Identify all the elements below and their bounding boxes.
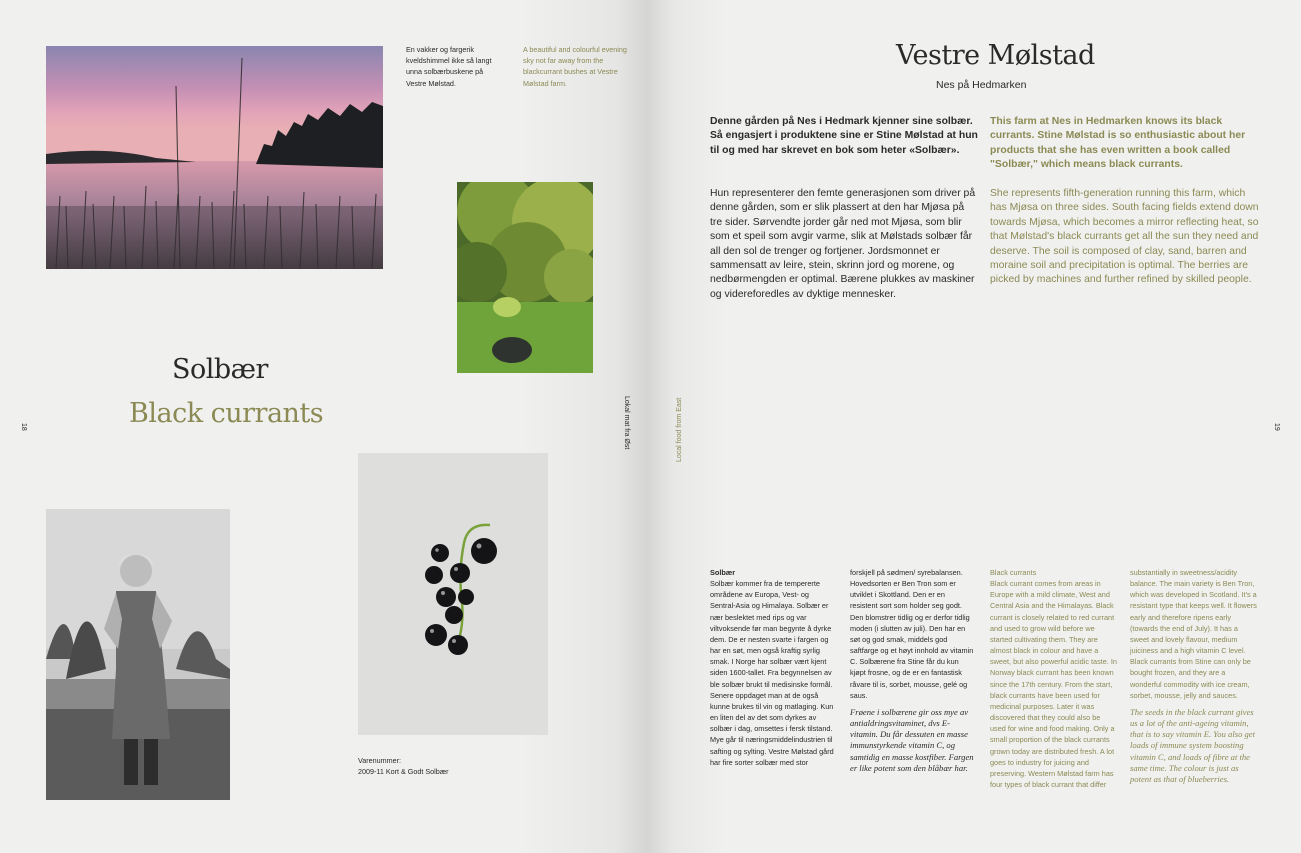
column-3-heading: Black currants xyxy=(990,568,1037,577)
column-2-text: forskjell på sødmen/ syrebalansen. Hovedsorten er Ben Tron som er utviklet i Skottland. Den er en resistent sort som holder seg godt. Den blomstrer tidlig og er derfor tidlig moden (i slutten av juli). Den har en søt og god smak, middels god saftfarge og et høyt innhold av vitamin C. Solbærene fra Stine får du kun kjøpt frosne, og de er en fantastisk råvare til is, sorbet, mousse, gelé og saus. xyxy=(850,568,974,700)
column-3 xyxy=(990,567,1118,790)
farmer-portrait-photo xyxy=(46,509,230,800)
body-no: Hun representerer den femte generasjonen som driver på denne gården, som er slik plassert at den har Mjøsa på tre sider. Sørvendte jorder går ned mot Mjøsa, som blir som et speil som avgir varme, slik at Mølstads solbær får all den sol de trenger og fortjener. Jordsmonnet er sammensatt av leire, stein, skrinn jord og morene, og nedbørmengden er optimal. Bærene plukkes av maskiner og videreforedles av dyktige mennesker. xyxy=(710,188,976,300)
product-number: 2009-11 Kort & Godt Solbær xyxy=(358,767,449,776)
farm-subtitle: Nes på Hedmarken xyxy=(936,79,1027,91)
left-page-number: 18 xyxy=(20,423,27,431)
right-page-number: 19 xyxy=(1273,423,1280,431)
sunset-lake-photo xyxy=(46,46,383,269)
right-page xyxy=(648,0,1301,853)
intro-no: Denne gården på Nes i Hedmark kjenner sine solbær. Så engasjert i produktene sine er Stine Mølstad at hun til og med har skrevet en bok som heter «Solbær». xyxy=(710,116,978,156)
farm-title: Vestre Mølstad xyxy=(896,40,1095,71)
column-1-heading: Solbær xyxy=(710,568,736,577)
title-en: Black currants xyxy=(129,398,324,429)
sunset-caption-no: En vakker og fargerik kveldshimmel ikke så langt unna solbærbuskene på Vestre Mølstad. xyxy=(406,45,492,88)
column-1-text: Solbær kommer fra de tempererte områdene av Europa, Vest- og Sentral-Asia og Himalaya. Solbær er nær beslektet med rips og var viltvoksende før man begynte å dyrke dem. De er nesten svarte i fargen og har en søt, men også kraftig syrlig smak. I Norge har solbær vært kjent siden 1600-tallet. Fra begynnelsen av ble solbær brukt til medisinske formål. Senere oppdaget man at de også kunne brukes til vin og matlaging. Kun en liten del av det som dyrkes av solbær i dag, omsettes i fersk tilstand. Mye går til næringsmiddelindustrien til safting og sylting. Vestre Mølstad gård har fire sorter solbær med stor xyxy=(710,579,834,767)
product-label: Varenummer: xyxy=(358,756,402,765)
column-2 xyxy=(850,567,974,774)
column-2-italic: Frøene i solbærene gir oss mye av antialdringsvitaminet, dvs E-vitamin. Du får dessuten en masse immunstyrkende vitamin C, og samtidig en masse kostfiber. Fargen er like potent som den blåbær har. xyxy=(850,706,974,773)
column-3-text: Black currant comes from areas in Europe with a mild climate, West and Central Asia and the Himalayas. Black currant is closely related to red currant and used to grow wild before we started cultivating them. They are almost black in colour and have a sweet, but also powerful acidic taste. In Norway black currant has been known since the 17th century. From the start, black currants have been used for medicinal purposes. Later it was discovered that they could also be used for wine and food making. Only a small proportion of the black currants grown today are distributed fresh. A lot goes to industry for juicing and preserving. Western Mølstad farm has four types of black currant that differ xyxy=(990,579,1117,789)
left-running-head: Lokal mat fra Øst xyxy=(623,396,630,450)
blackcurrant-bush-photo xyxy=(457,182,593,373)
title-no: Solbær xyxy=(172,354,268,385)
right-running-head: Local food from East xyxy=(676,397,683,462)
intro-en: This farm at Nes in Hedmarken knows its black currants. Stine Mølstad is so enthusiastic about her products that she has even written a book called "Solbær," which means black currants. xyxy=(990,116,1246,171)
column-4-text: substantially in sweetness/acidity balance. The main variety is Ben Tron, which was developed in Scotland. It's a resistant type that keeps well. It flowers early and therefore ripens early (towards the end of July). It has a sweet and lovely flavour, medium juiciness and a high vitamin C level. Black currants from Stine can only be bought frozen, and they are a wonderful commodity with ice cream, sorbet, mousse, jelly and sauces. xyxy=(1130,568,1257,700)
body-en: She represents fifth-generation running this farm, which has Mjøsa on three sides. South facing fields extend down towards Mjøsa, which becomes a mirror reflecting heat, so that Mølstad's black currants get all the sun they need and deserve. The soil is composed of clay, sand, barren and moraine soil and precipitation is optimal. The berries are picked by machines and further refined by skilled people. xyxy=(990,188,1259,286)
sunset-caption-en: A beautiful and colourful evening sky not far away from the blackcurrant bushes at Vestre Mølstad farm. xyxy=(523,45,627,88)
column-1 xyxy=(710,567,834,768)
column-4-italic: The seeds in the black currant gives us a lot of the anti-ageing vitamin, that is to say vitamin E. You also get loads of immune system boosting vitamin C, and loads of fibre at the same time. The colour is just as potent as that of blueberries. xyxy=(1130,706,1256,785)
blackcurrant-sprig-photo xyxy=(358,453,548,735)
left-page xyxy=(0,0,648,853)
column-4 xyxy=(1130,567,1258,785)
